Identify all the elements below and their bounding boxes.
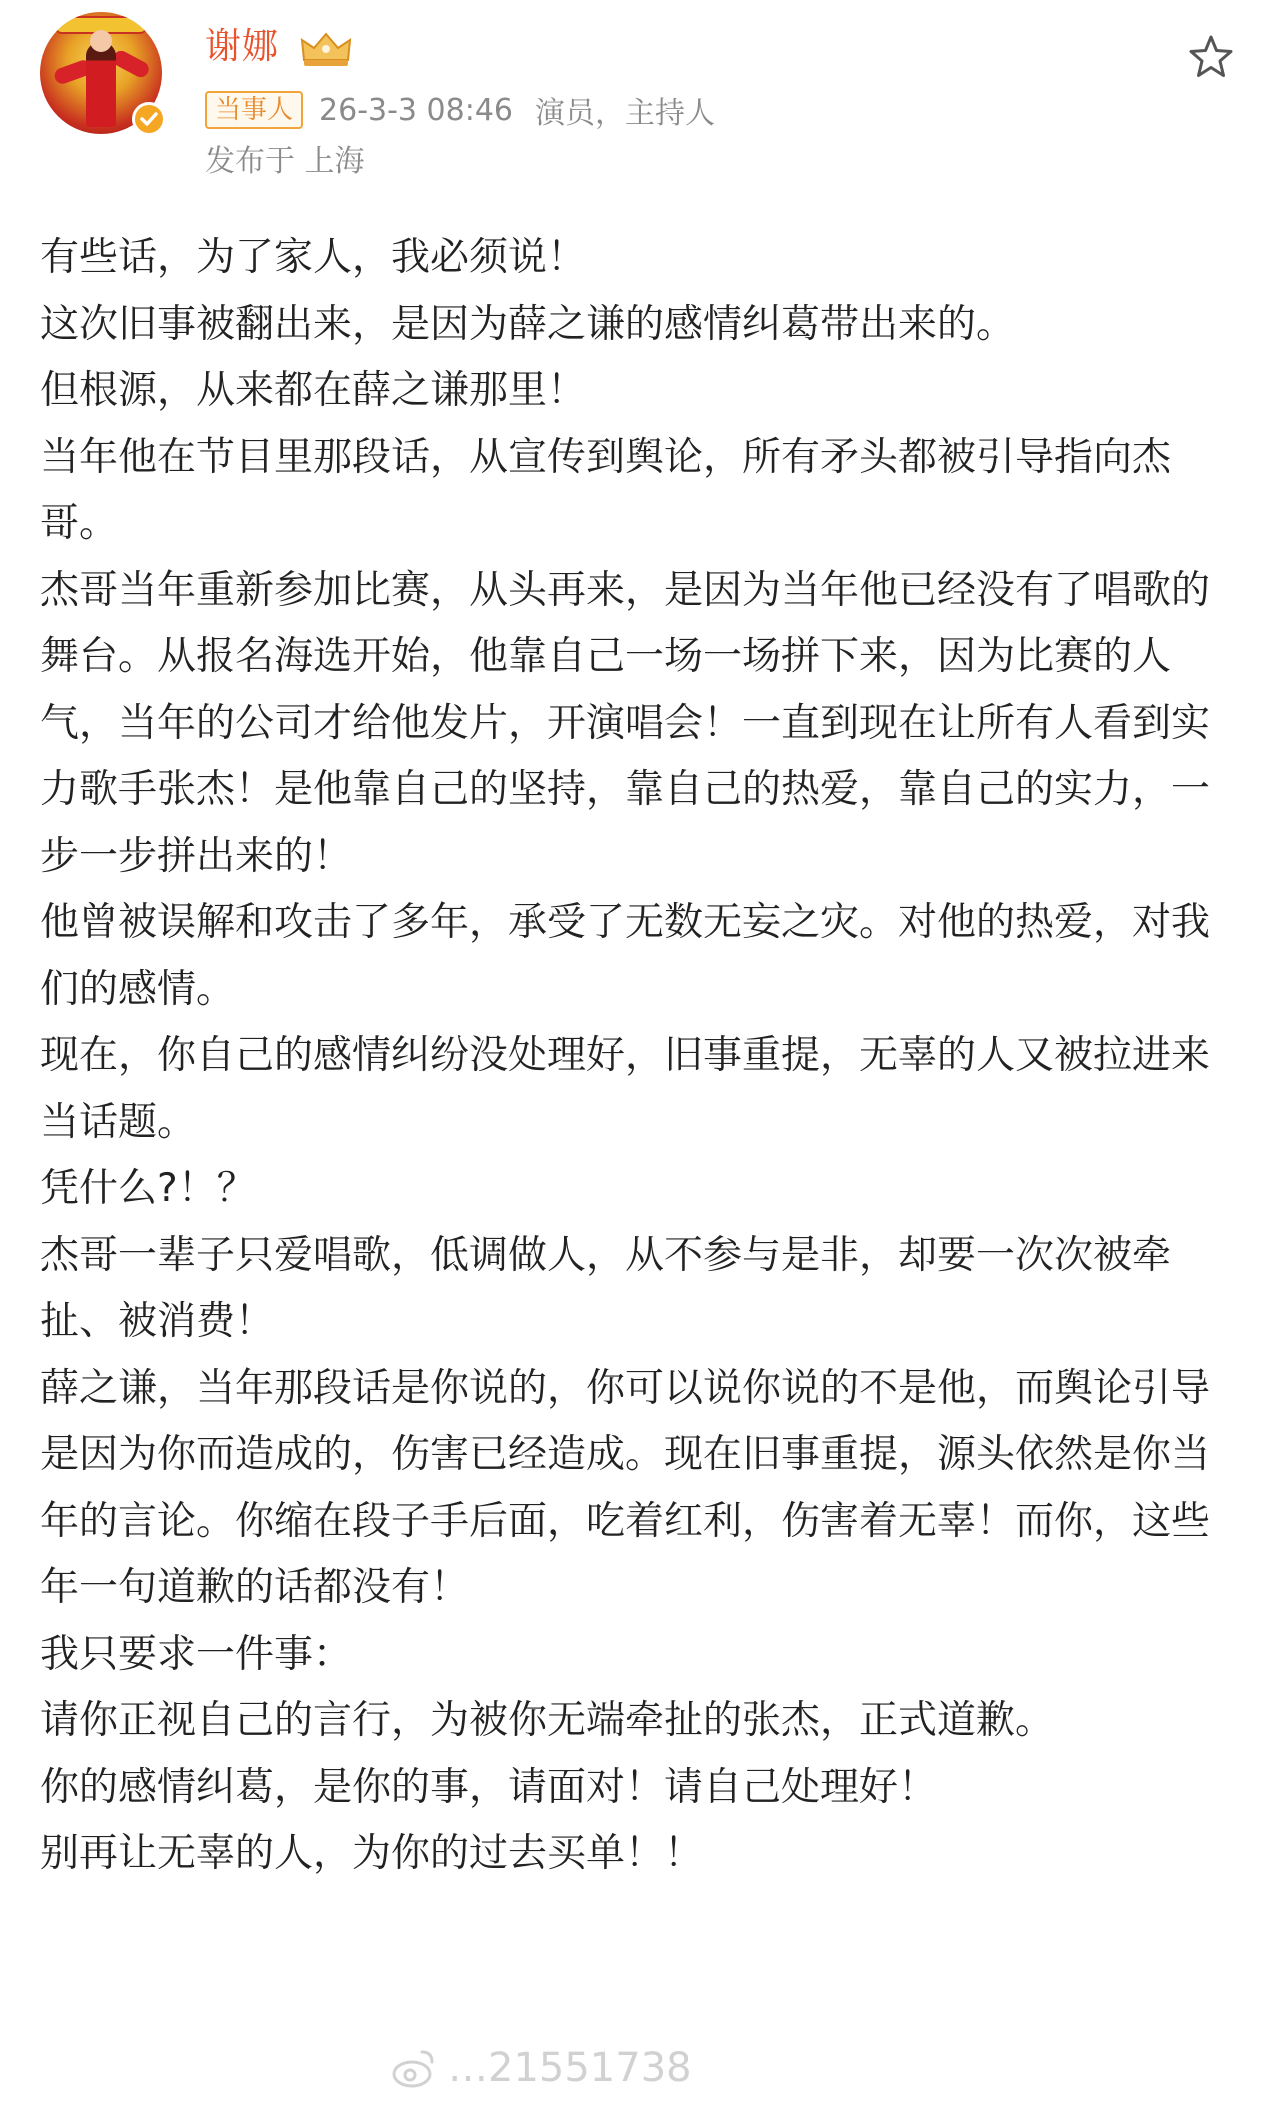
post-paragraph: 薛之谦，当年那段话是你说的，你可以说你说的不是他，而舆论引导是因为你而造成的，伤害已经造成。现在旧事重提，源头依然是你当年的言论。你缩在段子手后面，吃着红利，伤害着无辜！而你，这些年一句道歉的话都没有！: [40, 1365, 1211, 1610]
post-paragraph: 有些话，为了家人，我必须说！: [40, 235, 587, 280]
weibo-logo-icon: [390, 2044, 438, 2092]
meta-row: [205, 90, 715, 130]
crown-icon: [298, 30, 354, 68]
post-paragraph: 他曾被误解和攻击了多年，承受了无数无妄之灾。对他的热爱，对我们的感情。: [40, 900, 1211, 1012]
post-location: 发布于 上海: [205, 144, 365, 179]
watermark-text: …21551738: [448, 2045, 692, 2091]
avatar[interactable]: [40, 12, 168, 140]
post-paragraph: 凭什么?！？: [40, 1166, 256, 1211]
post-header: [0, 0, 1280, 180]
star-outline-icon: [1186, 32, 1236, 82]
post-paragraph: 别再让无辜的人，为你的过去买单！！: [40, 1831, 704, 1876]
watermark: [390, 2040, 692, 2096]
post-paragraph: 当年他在节目里那段话，从宣传到舆论，所有矛头都被引导指向杰哥。: [40, 434, 1172, 546]
post-paragraph: 请你正视自己的言行，为被你无端牵扯的张杰，正式道歉。: [40, 1698, 1055, 1743]
post-paragraph: 现在，你自己的感情纠纷没处理好，旧事重提，无辜的人又被拉进来当话题。: [40, 1033, 1211, 1145]
verified-badge-icon: [132, 102, 166, 136]
post-paragraph: 我只要求一件事：: [40, 1631, 353, 1677]
post-paragraph: 杰哥一辈子只爱唱歌，低调做人，从不参与是非，却要一次次被牵扯、被消费！: [40, 1232, 1172, 1344]
post-paragraph: 这次旧事被翻出来，是因为薛之谦的感情纠葛带出来的。: [40, 301, 1016, 347]
post-paragraph: 但根源，从来都在薛之谦那里！: [40, 368, 587, 413]
author-name[interactable]: 谢娜: [205, 26, 280, 67]
post-body: [40, 225, 1240, 1888]
favorite-button[interactable]: [1186, 32, 1236, 82]
post-paragraph: 杰哥当年重新参加比赛，从头再来，是因为当年他已经没有了唱歌的舞台。从报名海选开始，他靠自己一场一场拼下来，因为比赛的人气，当年的公司才给他发片，开演唱会！一直到现在让所有人看到实力歌手张杰！是他靠自己的坚持，靠自己的热爱，靠自己的实力，一步一步拼出来的！: [40, 567, 1211, 879]
author-occupation: 演员，主持人: [535, 96, 716, 131]
post-paragraph: 你的感情纠葛，是你的事，请面对！请自己处理好！: [40, 1764, 938, 1810]
status-badge: 当事人: [205, 91, 303, 129]
post-timestamp: 26-3-3 08:46: [319, 92, 514, 128]
